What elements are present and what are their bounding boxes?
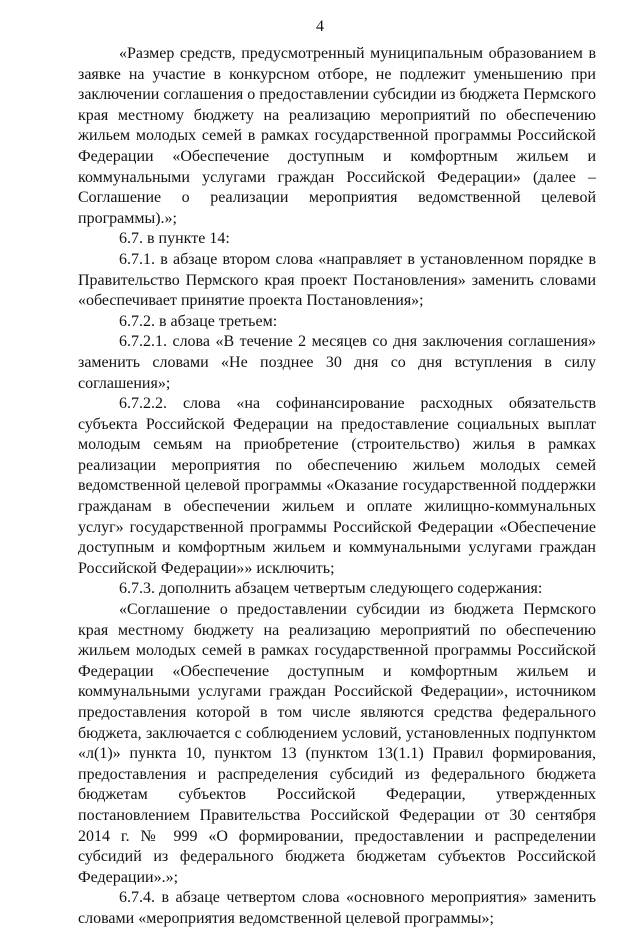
paragraph-6-7-1: 6.7.1. в абзаце втором слова «направляет в установленном порядке в Правительство Пермского края проект Постановления» заменить словами «обеспечивает принятие проекта Постановления»; [78,250,596,310]
paragraph-6-7-2-1: 6.7.2.1. слова «В течение 2 месяцев со дня заключения соглашения» заменить словами «Не позднее 30 дня со дня вступления в силу соглашения»; [78,333,596,392]
document-body [78,44,596,930]
paragraph-6-7-4: 6.7.4. в абзаце четвертом слова «основного мероприятия» заменить словами «мероприятия ведомственной целевой программы»; [78,889,596,927]
paragraph-agreement-quote: «Соглашение о предоставлении субсидии из бюджета Пермского края местному бюджету на реализацию мероприятий по обеспечению жильем молодых семей в рамках государственной программы Российской Федерации «Обеспечение доступным и комфортным жильем и коммунальными услугами граждан Российской Федерации», источником предоставления которой в том числе являются средства федерального бюджета, заключается с соблюдением условий, установленных подпунктом «л(1)» пункта 10, пунктом 13 (пунктом 13(1.1) Правил формирования, предоставления и распределения субсидий из федерального бюджета бюджетам субъектов Российской Федерации, утвержденных постановлением Правительства Российской Федерации от 30 сентября 2014 г. № 999 «О формировании, предоставлении и распределении субсидий из федерального бюджета бюджетам субъектов Российской Федерации».»; [78,601,596,886]
paragraph-6-7-2: 6.7.2. в абзаце третьем: [119,312,278,330]
paragraph-6-7-2-2: 6.7.2.2. слова «на софинансирование расходных обязательств субъекта Российской Федерации на предоставление социальных выплат молодым семьям на приобретение (строительство) жилья в рамках реализации мероприятия по обеспечению жильем молодых семей ведомственной целевой программы «Оказание государственной поддержки гражданам в обеспечении жильем и оплате жилищно-коммунальных услуг» государственной программы Российской Федерации «Обеспечение доступным и комфортным жильем и коммунальными услугами граждан Российской Федерации»» исключить; [78,395,596,577]
paragraph-6-7: 6.7. в пункте 14: [119,230,230,248]
page-number: 4 [316,18,324,35]
paragraph-subsidy-amount-quote: «Размер средств, предусмотренный муниципальным образованием в заявке на участие в конкурсном отборе, не подлежит уменьшению при заключении соглашения о предоставлении субсидии из бюджета Пермского края местному бюджету на реализацию мероприятий по обеспечению жильем молодых семей в рамках государственной программы Российской Федерации «Обеспечение доступным и комфортным жильем и коммунальными услугами граждан Российской Федерации» (далее – Соглашение о реализации мероприятия ведомственной целевой программы).»; [78,45,596,227]
paragraph-6-7-3: 6.7.3. дополнить абзацем четвертым следующего содержания: [119,580,543,598]
